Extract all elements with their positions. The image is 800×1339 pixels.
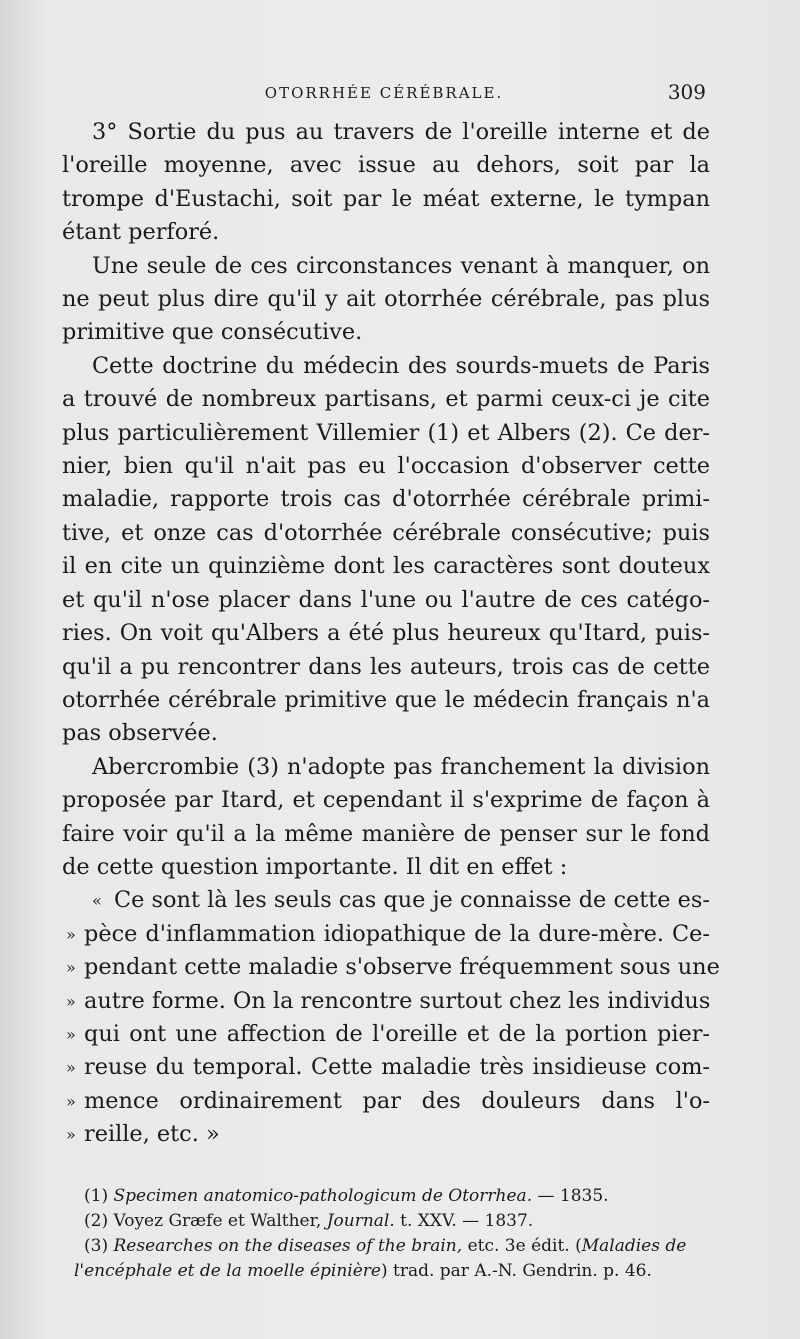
text-line: Une seule de ces circonstances venant à manquer, on bbox=[92, 252, 710, 279]
text-line: maladie, rapporte trois cas d'otorrhée cérébrale primi- bbox=[62, 486, 710, 513]
text-line: a trouvé de nombreux partisans, et parmi ceux-ci je cite bbox=[62, 386, 710, 413]
footnote-1 bbox=[84, 1184, 724, 1209]
quote-mark: » bbox=[66, 1024, 76, 1044]
quote-line-text: autre forme. On la rencontre surtout chez les individus bbox=[84, 987, 711, 1014]
quote-line-text: Ce sont là les seuls cas que je connaisse de cette es- bbox=[114, 887, 710, 914]
quotation bbox=[62, 884, 720, 1151]
quote-mark: « bbox=[92, 891, 102, 911]
footnote-title: Journal. bbox=[326, 1211, 395, 1231]
footnote-3 bbox=[84, 1234, 724, 1259]
quote-line-text: qui ont une affection de l'oreille et de la portion pier- bbox=[84, 1020, 710, 1047]
text-line: de cette question importante. Il dit en effet : bbox=[62, 853, 568, 880]
text-line: ries. On voit qu'Albers a été plus heureux qu'Itard, puis- bbox=[62, 620, 710, 647]
footnote-title: l'encéphale et de la moelle épinière bbox=[74, 1261, 381, 1281]
text-line: l'oreille moyenne, avec issue au dehors, soit par la bbox=[62, 152, 710, 179]
body-text bbox=[62, 116, 720, 1152]
quote-mark: » bbox=[66, 1091, 76, 1111]
footnote-text: etc. 3e édit. ( bbox=[467, 1236, 582, 1256]
paragraph-2 bbox=[62, 250, 710, 350]
text-line: qu'il a pu rencontrer dans les auteurs, trois cas de cette bbox=[62, 653, 710, 680]
text-line: otorrhée cérébrale primitive que le médecin français n'a bbox=[62, 686, 710, 713]
quote-line bbox=[62, 1018, 710, 1051]
paragraph-4 bbox=[62, 751, 710, 885]
text-line: plus particulièrement Villemier (1) et Albers (2). Ce der- bbox=[62, 419, 710, 446]
footnote-title: Specimen anatomico-pathologicum de Otorrhea. bbox=[113, 1186, 533, 1206]
running-head bbox=[62, 80, 706, 110]
text-line: Cette doctrine du médecin des sourds-muets de Paris bbox=[92, 352, 710, 379]
quote-line bbox=[62, 985, 710, 1018]
text-line: étant perforé. bbox=[62, 219, 220, 246]
paragraph-1 bbox=[62, 116, 710, 250]
quote-line bbox=[62, 884, 710, 917]
footnote-title: Researches on the diseases of the brain, bbox=[113, 1236, 463, 1256]
footnote-title: Maladies de bbox=[581, 1236, 687, 1256]
footnotes bbox=[74, 1184, 724, 1284]
quote-line-text: pèce d'inflammation idiopathique de la dure-mère. Ce- bbox=[84, 920, 710, 947]
quote-line bbox=[62, 1051, 710, 1084]
quote-mark: » bbox=[66, 991, 76, 1011]
text-line: proposée par Itard, et cependant il s'exprime de façon à bbox=[62, 787, 710, 814]
running-title: OTORRHÉE CÉRÉBRALE. bbox=[264, 84, 504, 102]
page-number: 309 bbox=[667, 80, 706, 104]
text-line: faire voir qu'il a la même manière de penser sur le fond bbox=[62, 820, 710, 847]
quote-line-text: pendant cette maladie s'observe fréquemment sous une bbox=[84, 954, 720, 981]
footnote-text: t. XXV. — 1837. bbox=[400, 1211, 534, 1231]
quote-mark: » bbox=[66, 958, 76, 978]
text-line: nier, bien qu'il n'ait pas eu l'occasion d'observer cette bbox=[62, 453, 710, 480]
text-line: ne peut plus dire qu'il y ait otorrhée cérébrale, pas plus bbox=[62, 286, 710, 313]
quote-line bbox=[62, 1085, 710, 1118]
footnote-text: — 1835. bbox=[537, 1186, 609, 1206]
text-line: trompe d'Eustachi, soit par le méat externe, le tympan bbox=[62, 185, 710, 212]
footnote-text: Voyez Græfe et Walther, bbox=[113, 1211, 322, 1231]
footnote-3-continuation bbox=[74, 1259, 724, 1284]
footnote-number: (3) bbox=[84, 1236, 109, 1256]
text-line: tive, et onze cas d'otorrhée cérébrale consécutive; puis bbox=[62, 519, 710, 546]
quote-line-text: mence ordinairement par des douleurs dans l'o- bbox=[84, 1087, 710, 1114]
text-line: 3° Sortie du pus au travers de l'oreille interne et de bbox=[92, 119, 710, 145]
footnote-2 bbox=[84, 1209, 724, 1234]
quote-mark: » bbox=[66, 924, 76, 944]
paragraph-3 bbox=[62, 350, 710, 751]
quote-mark: » bbox=[66, 1058, 76, 1078]
quote-mark: » bbox=[66, 1125, 76, 1145]
quote-line bbox=[62, 1118, 710, 1151]
text-line: il en cite un quinzième dont les caractères sont douteux bbox=[62, 553, 710, 580]
quote-line bbox=[62, 951, 720, 984]
text-line: primitive que consécutive. bbox=[62, 319, 363, 346]
footnote-number: (2) bbox=[84, 1211, 109, 1231]
quote-line bbox=[62, 918, 710, 951]
text-line: et qu'il n'ose placer dans l'une ou l'autre de ces catégo- bbox=[62, 586, 710, 613]
footnote-text: ) trad. par A.-N. Gendrin. p. 46. bbox=[380, 1261, 652, 1281]
text-line: pas observée. bbox=[62, 720, 218, 747]
quote-line-text: reille, etc. » bbox=[84, 1121, 220, 1148]
footnote-number: (1) bbox=[84, 1186, 109, 1206]
quote-line-text: reuse du temporal. Cette maladie très insidieuse com- bbox=[84, 1054, 710, 1081]
text-line: Abercrombie (3) n'adopte pas franchement la division bbox=[92, 753, 710, 780]
